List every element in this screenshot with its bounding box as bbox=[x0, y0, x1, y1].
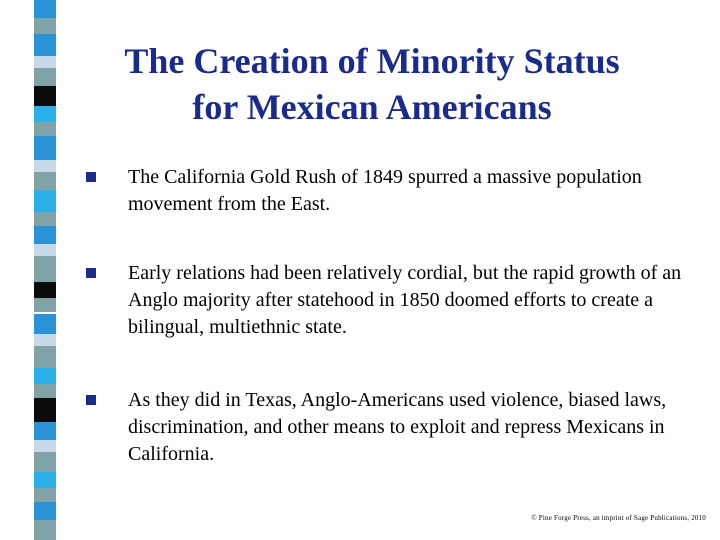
stripe-segment bbox=[34, 244, 56, 256]
stripe-segment bbox=[34, 422, 56, 440]
stripe-segment bbox=[34, 282, 56, 298]
stripe-segment bbox=[34, 488, 56, 502]
stripe-segment bbox=[34, 212, 56, 226]
bullet-text: Early relations had been relatively cordial, but the rapid growth of an Anglo majority after statehood in 1850 doomed efforts to create a bilingual, multiethnic state. bbox=[128, 262, 682, 338]
stripe-segment bbox=[34, 298, 56, 312]
stripe-segment bbox=[34, 346, 56, 368]
slide-title-line-2: for Mexican Americans bbox=[192, 87, 552, 127]
stripe-segment bbox=[34, 190, 56, 212]
stripe-segment bbox=[34, 472, 56, 488]
stripe-segment bbox=[34, 68, 56, 86]
stripe-segment bbox=[34, 314, 56, 334]
stripe-segment bbox=[34, 520, 56, 540]
square-bullet-icon bbox=[86, 268, 96, 278]
stripe-segment bbox=[34, 0, 56, 18]
stripe-segment bbox=[34, 368, 56, 384]
copyright-footer: © Pine Forge Press, an imprint of Sage Publications, 2010 bbox=[531, 514, 706, 522]
stripe-segment bbox=[34, 172, 56, 190]
stripe-segment bbox=[34, 86, 56, 106]
stripe-segment bbox=[34, 34, 56, 56]
stripe-segment bbox=[34, 56, 56, 68]
stripe-segment bbox=[34, 398, 56, 422]
slide-title-line-1: The Creation of Minority Status bbox=[124, 41, 620, 81]
stripe-segment bbox=[34, 256, 56, 282]
stripe-segment bbox=[34, 384, 56, 398]
stripe-segment bbox=[34, 160, 56, 172]
slide-title bbox=[62, 38, 682, 130]
bullet-text: As they did in Texas, Anglo-Americans used violence, biased laws, discrimination, and other means to exploit and repress Mexicans in California. bbox=[128, 389, 667, 465]
square-bullet-icon bbox=[86, 395, 96, 405]
stripe-segment bbox=[34, 226, 56, 244]
stripe-segment bbox=[34, 18, 56, 34]
bullet-text: The California Gold Rush of 1849 spurred a massive population movement from the East. bbox=[128, 166, 642, 215]
square-bullet-icon bbox=[86, 172, 96, 182]
stripe-segment bbox=[34, 106, 56, 122]
stripe-segment bbox=[34, 334, 56, 346]
stripe-segment bbox=[34, 502, 56, 520]
stripe-segment bbox=[34, 122, 56, 136]
stripe-segment bbox=[34, 136, 56, 160]
decorative-stripe-bar bbox=[34, 0, 60, 540]
stripe-segment bbox=[34, 452, 56, 472]
stripe-segment bbox=[34, 440, 56, 452]
